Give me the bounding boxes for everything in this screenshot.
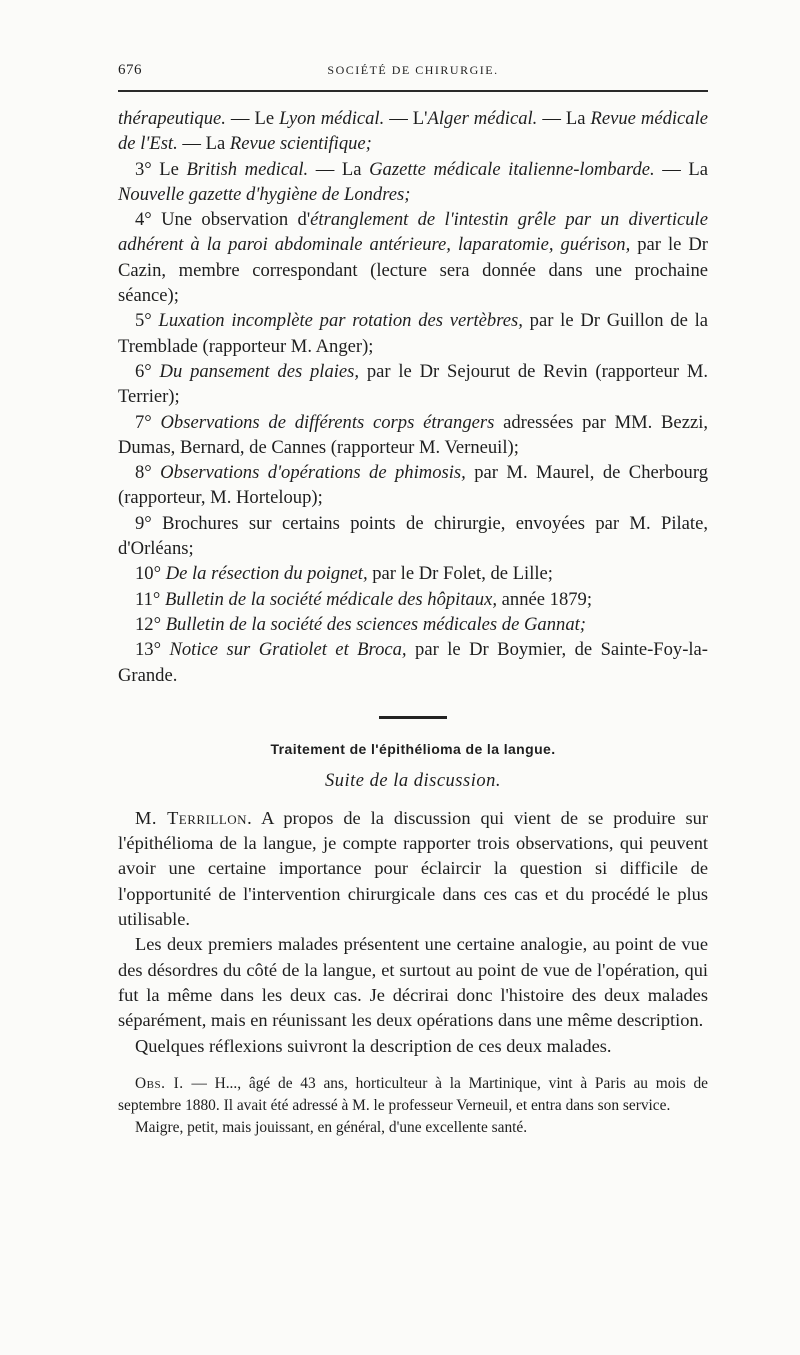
page-number: 676 bbox=[118, 62, 142, 78]
list-item: 10° De la résection du poignet, par le Dr Folet, de Lille; bbox=[135, 563, 553, 585]
list-item: 12° Bulletin de la société des sciences médicales de Gannat; bbox=[135, 613, 586, 635]
paragraph: Obs. I. — H..., âgé de 43 ans, horticulteur à la Martinique, vint à Paris au mois de septembre 1880. Il avait été adressé à M. le professeur Verneuil, et entra dans son service. bbox=[118, 1074, 708, 1114]
list-item: 9° Brochures sur certains points de chirurgie, envoyées par M. Pilate, d'Orléans; bbox=[118, 512, 708, 560]
paragraph: Les deux premiers malades présentent une certaine analogie, au point de vue des désordres du côté de la langue, et surtout au point de vue de l'opération, qui fut la même dans les deux cas. Je décrirai donc l'histoire des deux malades séparément, mais en réunissant les deux opérations dans une même description. bbox=[118, 934, 708, 1031]
book-page bbox=[118, 58, 708, 1139]
list-item: 8° Observations d'opérations de phimosis, par M. Maurel, de Cherbourg (rapporteur, M. Horteloup); bbox=[118, 462, 708, 509]
list-item: 6° Du pansement des plaies, par le Dr Sejourut de Revin (rapporteur M. Terrier); bbox=[118, 360, 709, 408]
list-item: 11° Bulletin de la société médicale des hôpitaux, année 1879; bbox=[135, 588, 593, 610]
observation-text bbox=[118, 1073, 708, 1139]
list-item: 4° Une observation d'étranglement de l'intestin grêle par un diverticule adhérent à la paroi abdominale antérieure, laparatomie, guérison, par le Dr Cazin, membre correspondant (lecture sera donnée dans une prochaine séance); bbox=[118, 209, 708, 307]
section-subtitle: Suite de la discussion. bbox=[325, 770, 501, 791]
discussion-text bbox=[118, 806, 708, 1059]
list-item: thérapeutique. — Le Lyon médical. — L'Alger médical. — La Revue médicale de l'Est. — La Revue scientifique; bbox=[118, 108, 709, 155]
section-separator bbox=[379, 716, 447, 719]
list-item: 13° Notice sur Gratiolet et Broca, par le Dr Boymier, de Sainte-Foy-la-Grande. bbox=[118, 639, 708, 686]
page-header bbox=[118, 58, 708, 84]
list-item: 5° Luxation incomplète par rotation des vertèbres, par le Dr Guillon de la Tremblade (rapporteur M. Anger); bbox=[118, 310, 708, 357]
header-rule bbox=[118, 90, 708, 92]
paragraph: Quelques réflexions suivront la description de ces deux malades. bbox=[135, 1035, 612, 1056]
running-title: SOCIÉTÉ DE CHIRURGIE. bbox=[327, 63, 499, 77]
speaker-name: M. Terrillon. bbox=[135, 807, 253, 828]
correspondence-list bbox=[118, 106, 708, 688]
section-title: Traitement de l'épithélioma de la langue. bbox=[270, 740, 556, 757]
paragraph: M. Terrillon. A propos de la discussion qui vient de se produire sur l'épithélioma de la langue, je compte rapporter trois observations, qui peuvent avoir une certaine importance pour éclaircir la question si difficile de l'opportunité de l'intervention chirurgicale dans ces cas et du procédé le plus utilisable. bbox=[118, 807, 708, 930]
list-item: 3° Le British medical. — La Gazette médicale italienne-lombarde. — La Nouvelle gazette d'hygiène de Londres; bbox=[118, 158, 708, 205]
paragraph: Maigre, petit, mais jouissant, en général, d'une excellente santé. bbox=[135, 1118, 528, 1136]
observation-label: Obs. I. bbox=[135, 1074, 184, 1092]
list-item: 7° Observations de différents corps étrangers adressées par MM. Bezzi, Dumas, Bernard, de Cannes (rapporteur M. Verneuil); bbox=[118, 411, 709, 458]
